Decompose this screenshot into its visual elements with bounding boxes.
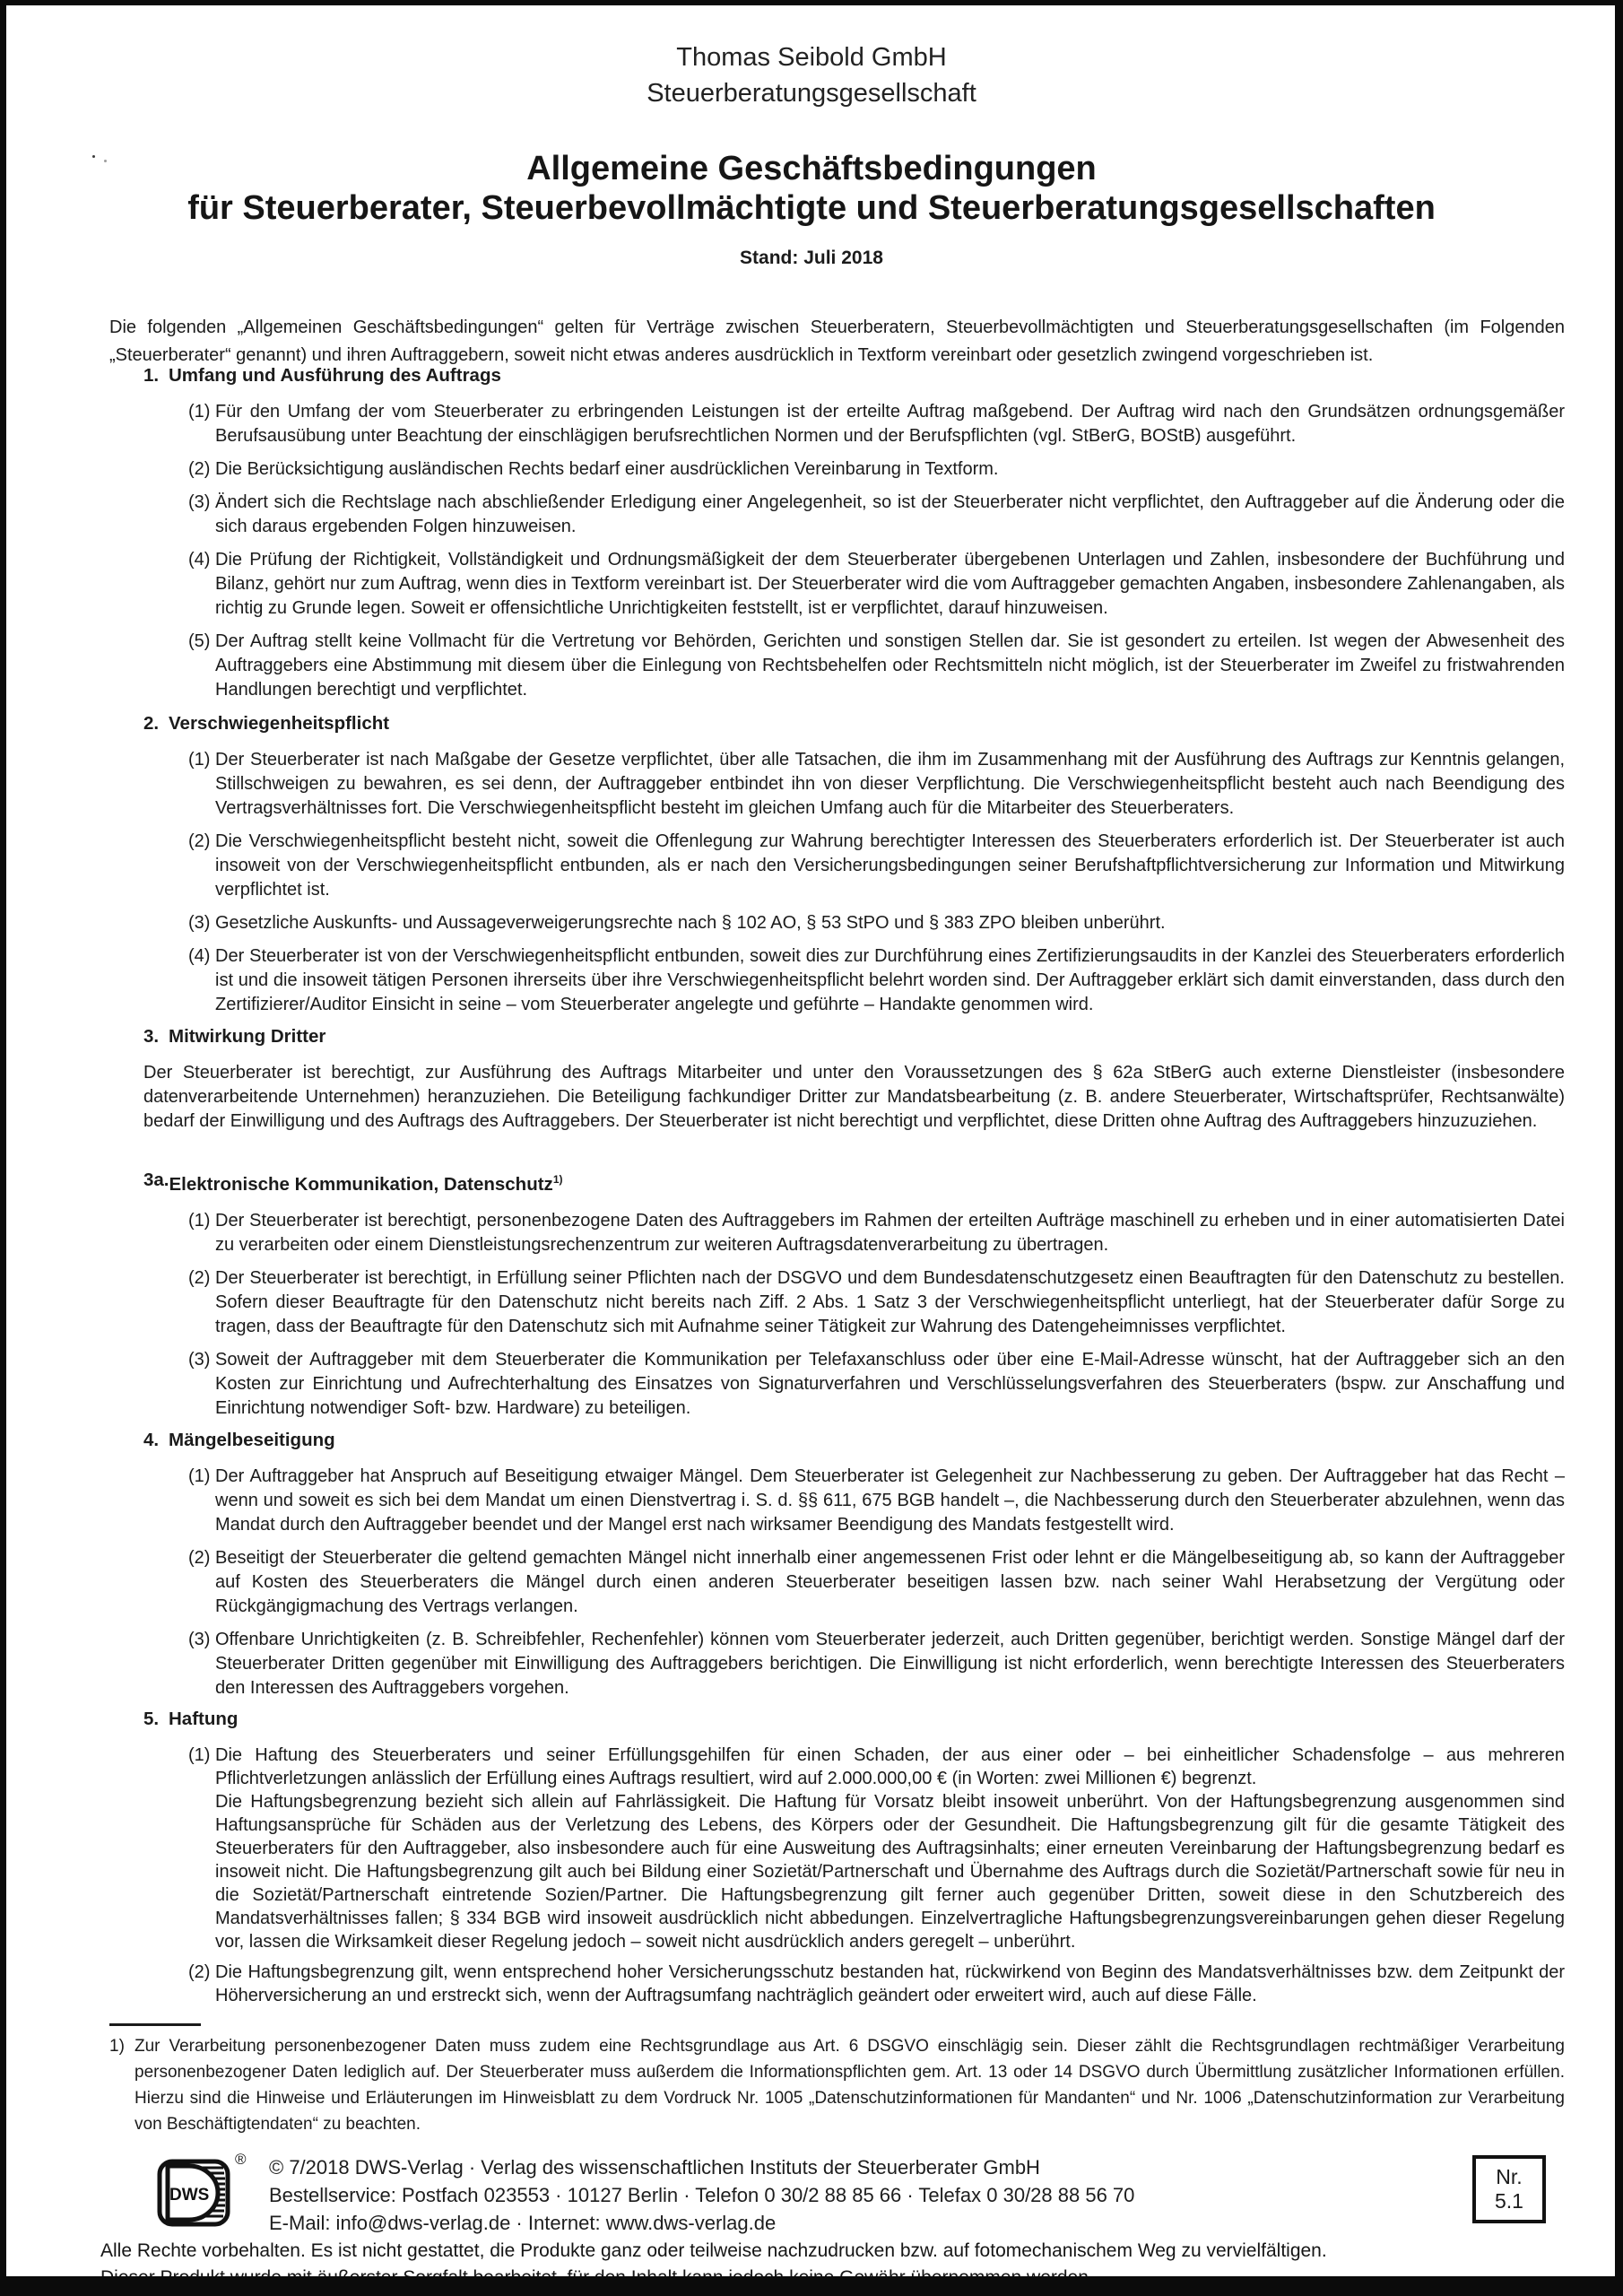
scan-border-right: [1615, 0, 1623, 2296]
paragraph-marker: (1): [188, 1466, 211, 1486]
title-line-1: Allgemeine Geschäftsbedingungen: [526, 150, 1097, 187]
paragraph-text: Soweit der Auftraggeber mit dem Steuerberater die Kommunikation per Telefaxanschluss oder über eine E-Mail-Adresse wünscht, hat der Auftraggeber sich an den Kosten zur Einrichtung und Aufrechterhaltung des Einsatzes von Signaturverfahren und Verschlüsselungsverfahren des Steuerberaters (bspw. zur Anschaffung und Einrichtung notwendiger Soft- bzw. Hardware) zu beteiligen.: [215, 1349, 1565, 1418]
document-body: [109, 0, 1565, 2296]
section-2: [143, 711, 1565, 1026]
form-number-value: 5.1: [1495, 2189, 1523, 2213]
paragraph-text: Der Steuerberater ist nach Maßgabe der Gesetze verpflichtet, über alle Tatsachen, die ihm im Zusammenhang mit der Ausführung des Auftrags zur Kenntnis gelangen, Stillschweigen zu bewahren, es sei denn, der Auftraggeber entbindet ihn von dieser Verpflichtung. Die Verschwiegenheitspflicht besteht auch nach Beendigung des Vertragsverhältnisses fort. Die Verschwiegenheitspflicht besteht im gleichen Umfang auch für die Mitarbeiter des Steuerberaters.: [215, 750, 1565, 818]
paragraph-marker: (3): [188, 1630, 211, 1649]
paragraph-marker: (1): [188, 1745, 211, 1765]
paragraph-marker: (1): [188, 750, 211, 770]
paragraph: [188, 830, 1565, 902]
section-title: Mitwirkung Dritter: [169, 1026, 326, 1047]
scan-border-top: [0, 0, 1623, 5]
paragraph: [188, 1465, 1565, 1537]
paragraph: [188, 1209, 1565, 1257]
section-heading: [143, 1707, 1565, 1731]
paragraph-marker: (4): [188, 550, 211, 570]
paragraph-text-continued: Die Haftungsbegrenzung bezieht sich allein auf Fahrlässigkeit. Die Haftung für Vorsatz bleibt insoweit unberührt. Von der Haftungsbegrenzung ausgenommen sind Haftungsansprüche für Schäden aus der Verletzung des Lebens, des Körpers oder der Gesundheit. Die Haftungsbegrenzung gilt für die gesamte Tätigkeit des Steuerberaters für den Auftraggeber, also insbesondere auch für eine Ausweitung des Auftragsinhalts; einer erneuten Vereinbarung der Haftungsbegrenzung bedarf es insoweit nicht. Die Haftungsbegrenzung gilt auch bei Bildung einer Sozietät/Partnerschaft und Übernahme des Auftrags durch die Sozietät/Partnerschaft sowie für neu in die Sozietät/Partnerschaft eintretende Sozien/Partner. Die Haftungsbegrenzung gilt ferner auch gegenüber Dritten, soweit diese in den Schutzbereich des Mandatsverhältnisses fallen; § 334 BGB wird insoweit ausdrücklich nicht abbedungen. Einzelvertragliche Haftungsbegrenzungsvereinbarungen gehen dieser Regelung vor, lassen die Wirksamkeit dieser Regelung jedoch – soweit nicht ausdrücklich anders geregelt – unberührt.: [215, 1792, 1565, 1952]
paragraph-text: Der Auftraggeber hat Anspruch auf Beseitigung etwaiger Mängel. Dem Steuerberater ist Gelegenheit zur Nachbesserung zu geben. Der Auftraggeber hat das Recht – wenn und soweit es sich bei dem Mandat um einen Dienstvertrag i. S. d. §§ 611, 675 BGB handelt –, die Nachbesserung durch den Steuerberater abzulehnen, wenn das Mandat durch den Auftraggeber beendet und der Mangel erst nach wirksamer Beendigung des Mandats festgestellt wird.: [215, 1466, 1565, 1535]
publisher-info: [269, 2153, 1134, 2237]
section-heading: [143, 1428, 1565, 1452]
paragraph: [188, 457, 1565, 482]
paragraph-text: Ändert sich die Rechtslage nach abschließender Erledigung einer Angelegenheit, so ist der Steuerberater nicht verpflichtet, den Auftraggeber auf die Änderung oder die sich daraus ergebenden Folgen hinzuweisen.: [215, 492, 1565, 536]
section-title: Umfang und Ausführung des Auftrags: [169, 365, 501, 386]
paragraph-text: Offenbare Unrichtigkeiten (z. B. Schreibfehler, Rechenfehler) können vom Steuerberater jederzeit, auch Dritten gegenüber, berichtigt werden. Sonstige Mängel darf der Steuerberater Dritten gegenüber mit Einwilligung des Auftraggebers berichtigen. Die Einwilligung ist nicht erforderlich, wenn berechtigte Interessen des Steuerberaters den Interessen des Auftraggebers vorgehen.: [215, 1630, 1565, 1698]
scan-border-bottom: [0, 2276, 1623, 2296]
paragraph-text: Der Steuerberater ist berechtigt, personenbezogene Daten des Auftraggebers im Rahmen der erteilten Aufträge maschinell zu erheben und in einer automatisierten Datei zu verarbeiten oder einem Dienstleistungsrechenzentrum zur weiteren Auftragsdatenverarbeitung zu übertragen.: [215, 1210, 1565, 1255]
paragraph-marker: (2): [188, 1962, 211, 1982]
paragraph-text: Die Verschwiegenheitspflicht besteht nicht, soweit die Offenlegung zur Wahrung berechtigter Interessen des Steuerberaters erforderlich ist. Der Steuerberater ist auch insoweit von der Verschwiegenheitspflicht entbunden, als er nach den Versicherungsbedingungen seiner Berufshaftpflichtversicherung zur Information und Mitwirkung verpflichtet ist.: [215, 831, 1565, 900]
company-line-2: Steuerberatungsgesellschaft: [647, 79, 976, 108]
paragraph-text: Der Auftrag stellt keine Vollmacht für die Vertretung vor Behörden, Gerichten und sonstigen Stellen dar. Sie ist gesondert zu erteilen. Ist wegen der Abwesenheit des Auftraggebers eine Abstimmung mit diesem über die Einlegung von Rechtsbehelfen oder Rechtsmitteln nicht möglich, ist der Steuerberater im Zweifel zu fristwahrenden Handlungen berechtigt und verpflichtet.: [215, 631, 1565, 700]
page-footer: [0, 2148, 1623, 2296]
dws-publisher-logo-icon: [157, 2159, 230, 2231]
footnote-rule: [109, 2023, 201, 2026]
section-number: 1.: [143, 365, 160, 386]
paragraph: [188, 748, 1565, 821]
paragraph-marker: (1): [188, 1210, 211, 1231]
paragraph: [188, 548, 1565, 621]
section-3: [143, 1024, 1565, 1143]
section-number: 4.: [143, 1430, 160, 1450]
section-title: Haftung: [169, 1709, 239, 1729]
footnote-text: Zur Verarbeitung personenbezogener Daten muss zudem eine Rechtsgrundlage aus Art. 6 DSGVO einschlägig sein. Dieser zählt die Rechtsgrundlagen rechtmäßiger Verarbeitung personenbezogener Daten lediglich auf. Der Steuerberater muss außerdem die Informationspflichten gem. Art. 13 oder 14 DSGVO durch Übermittlung zusätzlicher Informationen erfüllen. Hierzu sind die Hinweise und Erläuterungen im Hinweisblatt zu dem Vordruck Nr. 1005 „Datenschutzinformationen für Mandanten“ und Nr. 1006 „Datenschutzinformation zur Verarbeitung von Beschäftigtendaten“ zu beachten.: [135, 2037, 1565, 2134]
publisher-line: © 7/2018 DWS-Verlag · Verlag des wissenschaftlichen Instituts der Steuerberater GmbH: [269, 2156, 1040, 2179]
publisher-line: E-Mail: info@dws-verlag.de · Internet: www.dws-verlag.de: [269, 2212, 777, 2234]
paragraph: [188, 491, 1565, 539]
section-number: 3.: [143, 1026, 160, 1047]
paragraph: [188, 1348, 1565, 1421]
paragraph: [188, 1266, 1565, 1339]
paragraph-text: Die Haftungsbegrenzung gilt, wenn entsprechend hoher Versicherungsschutz bestanden hat, rückwirkend von Beginn des Mandatsverhältnisses bzw. dem Zeitpunkt der Höherversicherung an und erstreckt sich, wenn der Auftragsumfang nachträglich geändert oder erweitert wird, auch auf diese Fälle.: [215, 1962, 1565, 2005]
registered-trademark-icon: ®: [235, 2151, 247, 2168]
section-heading: [143, 1024, 1565, 1048]
company-line-1: Thomas Seibold GmbH: [676, 43, 947, 72]
section-title: Elektronische Kommunikation, Datenschutz$^{1)}$: [169, 1173, 563, 1195]
section-5: [143, 1707, 1565, 2014]
section-title: Verschwiegenheitspflicht: [169, 713, 390, 734]
paragraph-marker: (3): [188, 1349, 211, 1370]
section-1: [143, 363, 1565, 711]
paragraph: [188, 1628, 1565, 1700]
paragraph: [143, 1061, 1565, 1134]
svg-text:DWS: DWS: [169, 2186, 210, 2205]
section-heading: [143, 711, 1565, 735]
paragraph: [188, 400, 1565, 448]
section-title: Mängelbeseitigung: [169, 1430, 335, 1450]
section-number: 2.: [143, 713, 160, 734]
paragraph: [188, 911, 1565, 935]
paragraph-text: Die Prüfung der Richtigkeit, Vollständigkeit und Ordnungsmäßigkeit der dem Steuerberater übergebenen Unterlagen und Zahlen, insbesondere der Buchführung und Bilanz, gehört nur zum Auftrag, wenn dies in Textform vereinbart ist. Der Steuerberater wird die vom Auftraggeber gemachten Angaben, insbesondere Zahlenangaben, als richtig zu Grunde legen. Soweit er offensichtliche Unrichtigkeiten feststellt, ist er verpflichtet, darauf hinzuweisen.: [215, 550, 1565, 618]
section-number: 3a.: [143, 1170, 169, 1190]
paragraph-text: Beseitigt der Steuerberater die geltend gemachten Mängel nicht innerhalb einer angemessenen Frist oder lehnt er die Mängelbeseitigung ab, so kann der Auftraggeber auf Kosten des Steuerberaters die Mängel durch einen anderen Steuerberater beseitigen lassen bzw. nach seiner Wahl Herabsetzung der Vergütung oder Rückgängigmachung des Vertrags verlangen.: [215, 1548, 1565, 1616]
paragraph-marker: (2): [188, 1267, 211, 1288]
publisher-line: Bestellservice: Postfach 023553 · 10127 Berlin · Telefon 0 30/2 88 85 66 · Telefax 0 30/28 88 56 70: [269, 2184, 1135, 2206]
paragraph-marker: (2): [188, 831, 211, 851]
paragraph-marker: (1): [188, 402, 211, 422]
paragraph: [188, 1546, 1565, 1619]
paragraph-marker: (3): [188, 492, 211, 512]
scan-border-left: [0, 0, 6, 2296]
paragraph-text: Der Steuerberater ist berechtigt, zur Ausführung des Auftrags Mitarbeiter und unter den Voraussetzungen des § 62a StBerG auch externe Dienstleister (insbesondere datenverarbeitende Unternehmen) heranzuziehen. Die Beteiligung fachkundiger Dritter zur Mandatsbearbeitung (z. B. andere Steuerberater, Wirtschaftsprüfer, Rechtsanwälte) bedarf der Einwilligung und des Auftrags des Auftraggebers. Der Steuerberater ist nicht berechtigt und verpflichtet, diese Dritten ohne Auftrag des Auftraggebers hinzuzuziehen.: [143, 1063, 1565, 1131]
paragraph-text: Der Steuerberater ist berechtigt, in Erfüllung seiner Pflichten nach der DSGVO und dem Bundesdatenschutzgesetz einen Beauftragten für den Datenschutz zu bestellen. Sofern dieser Beauftragte für den Datenschutz nicht bereits nach Ziff. 2 Abs. 1 Satz 3 der Verschwiegenheitspflicht unterliegt, hat der Steuerberater dafür Sorge zu tragen, dass der Beauftragte für den Datenschutz sich mit Aufnahme seiner Tätigkeit zur Wahrung des Datengeheimnisses verpflichtet.: [215, 1267, 1565, 1336]
paragraph-text: Die Berücksichtigung ausländischen Rechts bedarf einer ausdrücklichen Vereinbarung in Textform.: [215, 459, 999, 479]
footnote-reference: 1): [552, 1173, 563, 1186]
paragraph-text: Die Haftung des Steuerberaters und seiner Erfüllungsgehilfen für einen Schaden, der aus einer oder – bei einheitlicher Schadensfolge – aus mehreren Pflichtverletzungen anlässlich der Erfüllung eines Auftrags resultiert, wird auf 2.000.000,00 € (in Worten: zwei Millionen €) begrenzt. Die Haftungsbegrenzung bezieht sich allein auf Fahrlässigkeit. Die Haftung für Vorsatz bleibt insoweit unberührt. Von der Haftungsbegrenzung ausgenommen sind Haftungsansprüche für Schäden aus der Verletzung des Lebens, des Körpers oder der Gesundheit. Die Haftungsbegrenzung gilt für die gesamte Tätigkeit des Steuerberaters für den Auftraggeber, also insbesondere auch für eine Ausweitung des Auftragsinhalts; einer erneuten Vereinbarung der Haftungsbegrenzung bedarf es insoweit nicht. Die Haftungsbegrenzung gilt auch bei Bildung einer Sozietät/Partnerschaft und Übernahme des Auftrags durch die Sozietät/Partnerschaft sowie für neu in die Sozietät/Partnerschaft eintretende Sozien/Partner. Die Haftungsbegrenzung gilt ferner auch gegenüber Dritten, soweit diese in den Schutzbereich des Mandatsverhältnisses fallen; § 334 BGB wird insoweit ausdrücklich nicht abbedungen. Einzelvertragliche Haftungsbegrenzungsvereinbarungen gehen dieser Regelung vor, lassen die Wirksamkeit dieser Regelung jedoch – soweit nicht ausdrücklich anders geregelt – unberührt.: [215, 1745, 1565, 1952]
version-date: Stand: Juli 2018: [740, 248, 883, 268]
form-number-label: Nr.: [1496, 2165, 1523, 2188]
title-line-2: für Steuerberater, Steuerbevollmächtigte und Steuerberatungsgesellschaften: [187, 189, 1436, 227]
rights-line-1: Alle Rechte vorbehalten. Es ist nicht gestattet, die Produkte ganz oder teilweise nachzudrucken bzw. auf fotomechanischem Weg zu vervielfältigen.: [100, 2240, 1327, 2261]
intro-paragraph: Die folgenden „Allgemeinen Geschäftsbedingungen“ gelten für Verträge zwischen Steuerberatern, Steuerbevollmächtigten und Steuerberatungsgesellschaften (im Folgenden „Steuerberater“ genannt) und ihren Auftraggebern, soweit nicht etwas anderes ausdrücklich in Textform vereinbart oder gesetzlich zwingend vorgeschrieben ist.: [109, 317, 1565, 365]
form-number-box: [1472, 2155, 1546, 2223]
paragraph-marker: (5): [188, 631, 211, 651]
section-3a: [143, 1168, 1565, 1430]
section-4: [143, 1428, 1565, 1709]
paragraph: [188, 1961, 1565, 2007]
paragraph-marker: (3): [188, 913, 211, 933]
section-number: 5.: [143, 1709, 160, 1729]
paragraph-text: Der Steuerberater ist von der Verschwiegenheitspflicht entbunden, soweit dies zur Durchführung eines Zertifizierungsaudits in der Kanzlei des Steuerberaters erforderlich ist und die insoweit tätigen Personen ihrerseits über ihre Verschwiegenheitspflicht belehrt worden sind. Der Auftraggeber erklärt sich damit einverstanden, dass durch den Zertifizierer/Auditor Einsicht in seine – vom Steuerberater angelegte und geführte – Handakte genommen wird.: [215, 946, 1565, 1014]
section-heading: [143, 1168, 1565, 1196]
paragraph-marker: (4): [188, 946, 211, 966]
paragraph: [188, 944, 1565, 1017]
paragraph-text: Für den Umfang der vom Steuerberater zu erbringenden Leistungen ist der erteilte Auftrag maßgebend. Der Auftrag wird nach den Grundsätzen ordnungsgemäßer Berufsausübung unter Beachtung der einschlägigen berufsrechtlichen Normen und der Berufspflichten (vgl. StBerG, BOStB) ausgeführt.: [215, 402, 1565, 446]
footnote: [109, 2023, 1565, 2137]
paragraph-text: Gesetzliche Auskunfts- und Aussageverweigerungsrechte nach § 102 AO, § 53 StPO und § 383 ZPO bleiben unberührt.: [215, 913, 1166, 933]
paragraph-marker: (2): [188, 459, 211, 479]
paragraph: [188, 1744, 1565, 1953]
paragraph: [188, 630, 1565, 702]
section-heading: [143, 363, 1565, 387]
footnote-marker: 1): [109, 2037, 125, 2056]
paragraph-marker: (2): [188, 1548, 211, 1568]
